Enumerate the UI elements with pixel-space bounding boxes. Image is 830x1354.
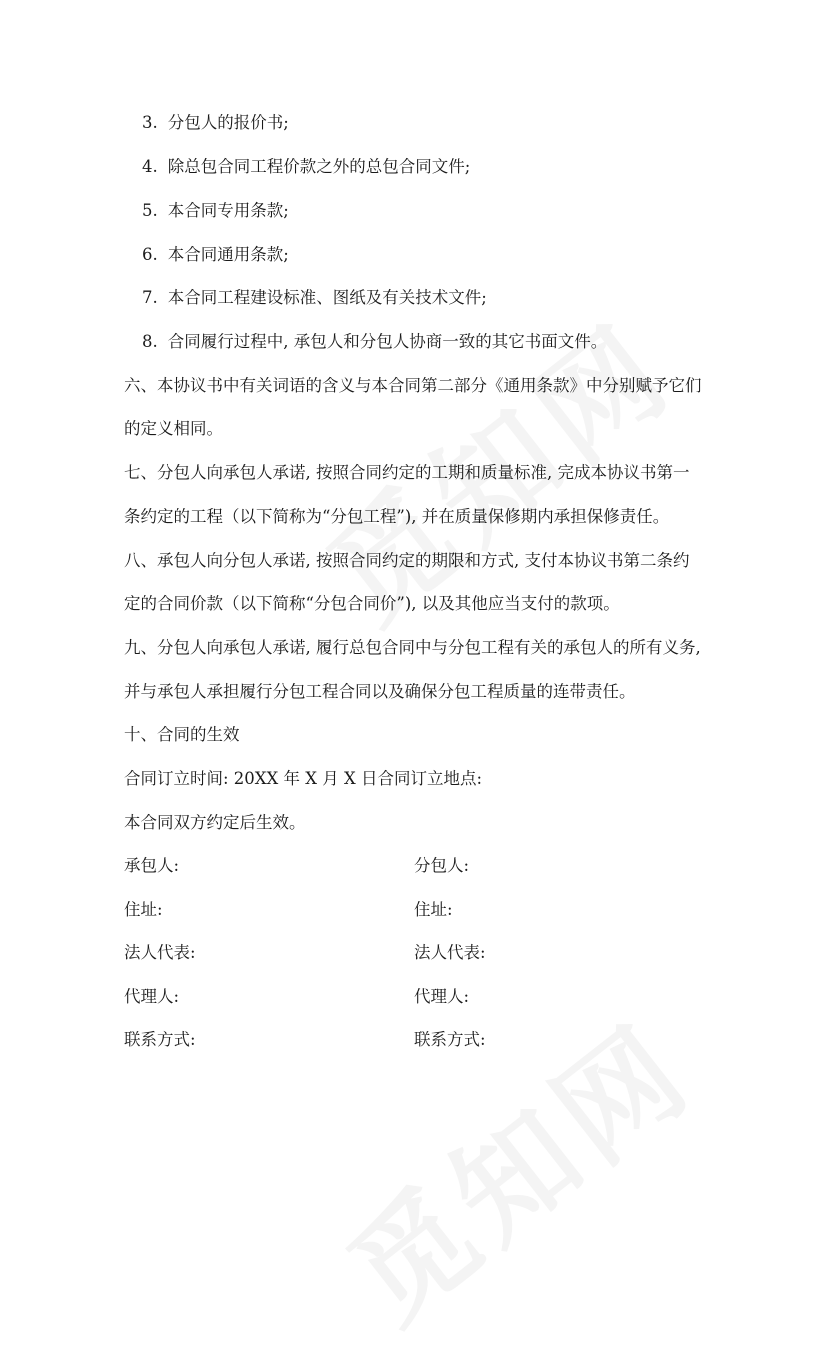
list-item-text: 本合同专用条款; — [167, 201, 289, 220]
clause-seven-line: 七、分包人向承包人承诺, 按照合同约定的工期和质量标准, 完成本协议书第一 — [124, 463, 690, 482]
watermark — [308, 978, 721, 1354]
list-item-text: 除总包合同工程价款之外的总包合同文件; — [167, 157, 471, 176]
list-item — [142, 244, 289, 266]
clause-six-line: 六、本协议书中有关词语的含义与本合同第二部分《通用条款》中分别赋予它们 — [124, 376, 702, 395]
list-item-text: 合同履行过程中, 承包人和分包人协商一致的其它书面文件。 — [167, 332, 608, 351]
clause-eight-line: 八、承包人向分包人承诺, 按照合同约定的期限和方式, 支付本协议书第二条约 — [124, 551, 690, 570]
clause-nine-line: 九、分包人向承包人承诺, 履行总包合同中与分包工程有关的承包人的所有义务, — [124, 638, 701, 657]
list-item-number: 3. — [142, 113, 158, 132]
list-item-text: 本合同通用条款; — [167, 245, 289, 264]
list-item — [142, 112, 289, 134]
list-item-number: 6. — [142, 245, 158, 264]
list-item — [142, 287, 487, 309]
list-item-number: 4. — [142, 157, 158, 176]
contractor-legal-rep-label: 法人代表: — [124, 943, 196, 962]
clause-nine-line: 并与承包人承担履行分包工程合同以及确保分包工程质量的连带责任。 — [124, 682, 636, 701]
subcontractor-address-label: 住址: — [414, 900, 453, 919]
contractor-label: 承包人: — [124, 856, 180, 875]
list-item — [142, 331, 607, 353]
contractor-address-label: 住址: — [124, 900, 163, 919]
list-item-number: 5. — [142, 201, 158, 220]
subcontractor-label: 分包人: — [414, 856, 470, 875]
list-item — [142, 156, 470, 178]
subcontractor-agent-label: 代理人: — [414, 987, 470, 1006]
contractor-contact-label: 联系方式: — [124, 1030, 196, 1049]
clause-ten-title: 十、合同的生效 — [124, 725, 240, 744]
signing-info: 合同订立时间: 20XX 年 X 月 X 日合同订立地点: — [124, 769, 483, 788]
subcontractor-contact-label: 联系方式: — [414, 1030, 486, 1049]
list-item — [142, 200, 289, 222]
list-item-number: 8. — [142, 332, 158, 351]
effective-statement: 本合同双方约定后生效。 — [124, 813, 306, 832]
clause-seven-line: 条约定的工程（以下简称为“分包工程”), 并在质量保修期内承担保修责任。 — [124, 507, 670, 526]
clause-six-line: 的定义相同。 — [124, 419, 223, 438]
contractor-agent-label: 代理人: — [124, 987, 180, 1006]
list-item-text: 本合同工程建设标准、图纸及有关技术文件; — [167, 288, 487, 307]
list-item-number: 7. — [142, 288, 158, 307]
clause-eight-line: 定的合同价款（以下简称“分包合同价”), 以及其他应当支付的款项。 — [124, 594, 620, 613]
subcontractor-legal-rep-label: 法人代表: — [414, 943, 486, 962]
list-item-text: 分包人的报价书; — [167, 113, 289, 132]
